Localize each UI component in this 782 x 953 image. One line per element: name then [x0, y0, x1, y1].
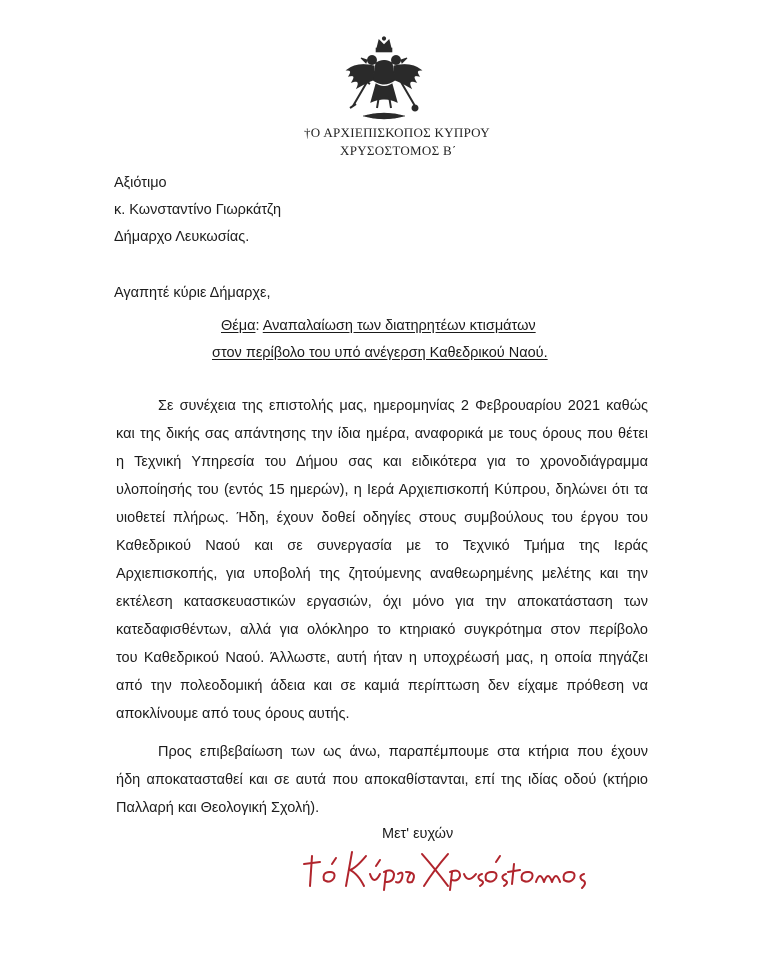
paragraph-1-line: η Τεχνική Υπηρεσία του Δήμου σας και ειδικότερα για το χρονοδιάγραμμα: [116, 454, 648, 470]
paragraph-1-line: Καθεδρικού Ναού και σε συνεργασία με το Τεχνικό Τμήμα της Ιεράς: [116, 538, 648, 554]
paragraph-1-line: Σε συνέχεια της επιστολής μας, ημερομηνίας 2 Φεβρουαρίου 2021 καθώς: [158, 398, 648, 414]
paragraph-2-line: ήδη αποκατασταθεί και σε αυτά που αποκαθίστανται, επί της ιδίας οδού (κτήριο: [116, 772, 648, 788]
paragraph-1-line: αποκλίνουμε από τους όρους αυτής.: [116, 706, 350, 722]
recipient-line-3: Δήμαρχο Λευκωσίας.: [114, 229, 250, 245]
subject-line-1: [221, 318, 536, 334]
recipient-line-2: κ. Κωνσταντίνο Γιωρκάτζη: [114, 202, 282, 218]
salutation: Αγαπητέ κύριε Δήμαρχε,: [114, 285, 271, 301]
letterhead-line-2: ΧΡΥΣΟΣΤΟΜΟΣ Β΄: [340, 143, 457, 158]
handwritten-signature: [300, 838, 600, 894]
paragraph-1-line: υλοποίησής του (εντός 15 ημερών), η Ιερά Αρχιεπισκοπή Κύπρου, δηλώνει ότι τα: [116, 482, 648, 498]
subject-title-2: στον περίβολο του υπό ανέγερση Καθεδρικού Ναού.: [212, 345, 548, 361]
recipient-line-1: Αξιότιμο: [114, 175, 167, 191]
closing: Μετ' ευχών: [382, 826, 454, 842]
paragraph-2-line: Παλλαρή και Θεολογική Σχολή).: [116, 800, 320, 816]
subject-title-1: Αναπαλαίωση των διατηρητέων κτισμάτων: [262, 318, 536, 334]
paragraph-1-line: από την πολεοδομική άδεια και σε καμιά περίπτωση δεν είχαμε πρόθεση να: [116, 678, 648, 694]
paragraph-1-line: υιοθετεί πλήρως. Ήδη, έχουν δοθεί οδηγίες στους συμβούλους του έργου του: [116, 510, 648, 526]
paragraph-2-line: Προς επιβεβαίωση των ως άνω, παραπέμπουμε στα κτήρια που έχουν: [158, 744, 648, 760]
paragraph-1-line: και της δικής σας απάντησης την ίδια ημέρα, αναφορικά με τους όρους που θέτει: [116, 426, 648, 442]
subject-label: Θέμα: [221, 318, 256, 334]
paragraph-1-line: του Καθεδρικού Ναού. Άλλωστε, αυτή ήταν η υποχρέωσή μας, η οποία πηγάζει: [116, 650, 648, 666]
subject-colon: :: [255, 318, 260, 334]
paragraph-1-line: εκτέλεση κατασκευαστικών εργασιών, όχι μόνο για την αποκατάσταση των: [116, 594, 648, 610]
letterhead-line-1: †Ο ΑΡΧΙΕΠΙΣΚΟΠΟΣ ΚΥΠΡΟΥ: [304, 125, 490, 140]
paragraph-1-line: κατεδαφισθέντων, αλλά για ολόκληρο το κτηριακό συγκρότημα στον περίβολο: [116, 622, 648, 638]
double-headed-eagle-crest-icon: [343, 36, 425, 128]
paragraph-1-line: Αρχιεπισκοπής, για υποβολή της ζητούμενης αναθεωρημένης μελέτης και την: [116, 566, 648, 582]
